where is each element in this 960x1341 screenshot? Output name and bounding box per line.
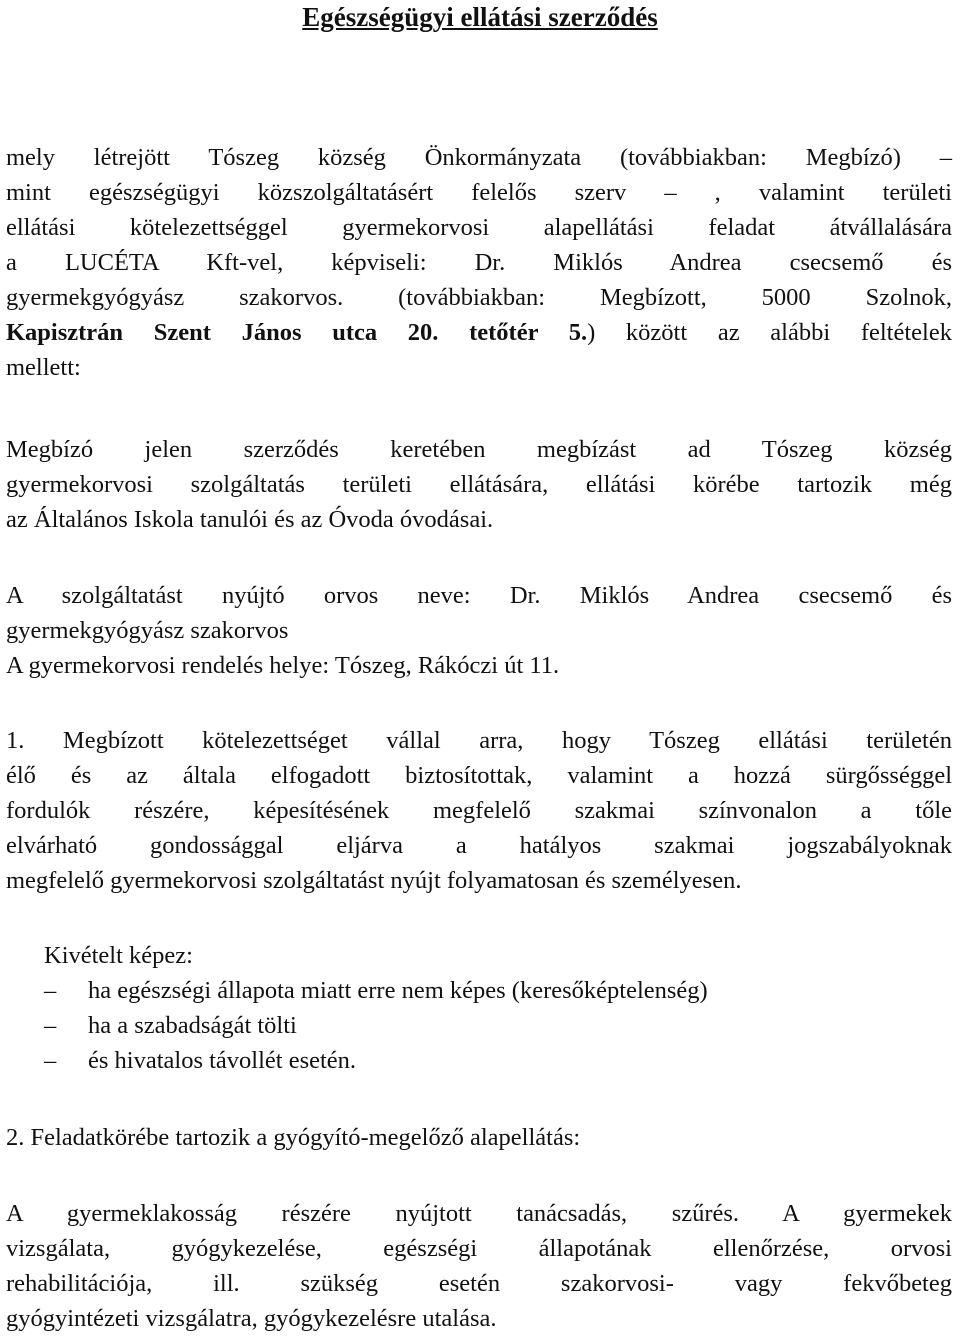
list-item-text: ha a szabadságát tölti: [88, 1012, 297, 1039]
list-item: [44, 1043, 924, 1078]
text-line: A gyermeklakosság részére nyújtott tanácsadás, szűrés. A gyermekek: [6, 1200, 952, 1227]
section-2-heading: [6, 1120, 952, 1155]
list-item: [44, 973, 924, 1008]
text-line: [6, 315, 952, 350]
exceptions-list: [44, 973, 924, 1078]
text-line: A gyermekorvosi rendelés helye: Tószeg, Rákóczi út 11.: [6, 652, 560, 679]
text-line: mint egészségügyi közszolgáltatásért felelős szerv – , valamint területi: [6, 179, 952, 206]
list-item-text: és hivatalos távollét esetén.: [88, 1047, 357, 1074]
text-line: gyermekorvosi szolgáltatás területi ellátására, ellátási körébe tartozik még: [6, 471, 952, 498]
text-line: A szolgáltatást nyújtó orvos neve: Dr. Miklós Andrea csecsemő és: [6, 582, 952, 609]
text-line: gyermekgyógyász szakorvos: [6, 617, 289, 644]
list-item: [44, 1008, 924, 1043]
text-line: Megbízó jelen szerződés keretében megbízást ad Tószeg község: [6, 436, 952, 463]
text-line: megfelelő gyermekorvosi szolgáltatást nyújt folyamatosan és személyesen.: [6, 867, 742, 894]
text-line: 1. Megbízott kötelezettséget vállal arra, hogy Tószeg ellátási területén: [6, 727, 952, 754]
dash-bullet: –: [44, 977, 57, 1004]
text-line: fordulók részére, képesítésének megfelelő szakmai színvonalon a tőle: [6, 797, 952, 824]
text-line: mely létrejött Tószeg község Önkormányzata (továbbiakban: Megbízó) –: [6, 144, 952, 171]
dash-bullet: –: [44, 1047, 57, 1074]
text-line: 2. Feladatkörébe tartozik a gyógyító-megelőző alapellátás:: [6, 1124, 581, 1151]
dash-bullet: –: [44, 1012, 57, 1039]
section-2-paragraph: [6, 1196, 952, 1336]
text-line: élő és az általa elfogadott biztosítottak, valamint a hozzá sürgősséggel: [6, 762, 952, 789]
text-line: ellátási kötelezettséggel gyermekorvosi alapellátási feladat átvállalására: [6, 214, 952, 241]
text-line: gyógyintézeti vizsgálatra, gyógykezelésre utalása.: [6, 1305, 497, 1332]
text-line: a LUCÉTA Kft-vel, képviseli: Dr. Miklós Andrea csecsemő és: [6, 249, 952, 276]
document-title: Egészségügyi ellátási szerződés: [302, 2, 658, 32]
text-line: gyermekgyógyász szakorvos. (továbbiakban: Megbízott, 5000 Szolnok,: [6, 284, 952, 311]
text-line: az Általános Iskola tanulói és az Óvoda óvodásai.: [6, 506, 494, 533]
address-bold: Kapisztrán Szent János utca 20. tetőtér 5.: [6, 319, 588, 346]
text-line: mellett:: [6, 354, 81, 381]
intro-paragraph: [6, 140, 952, 385]
list-item-text: ha egészségi állapota miatt erre nem képes (keresőképtelenség): [88, 977, 708, 1004]
text-line: Kivételt képez:: [44, 942, 193, 969]
text-line: vizsgálata, gyógykezelése, egészségi állapotának ellenőrzése, orvosi: [6, 1235, 952, 1262]
doctor-paragraph: [6, 578, 952, 683]
text-line: rehabilitációja, ill. szükség esetén szakorvosi- vagy fekvőbeteg: [6, 1270, 952, 1297]
section-1-paragraph: [6, 723, 952, 898]
address-rest: ) között az alábbi feltételek: [587, 319, 952, 346]
text-line: elvárható gondossággal eljárva a hatályos szakmai jogszabályoknak: [6, 832, 952, 859]
exceptions-heading: [44, 938, 924, 973]
mandate-paragraph: [6, 432, 952, 537]
